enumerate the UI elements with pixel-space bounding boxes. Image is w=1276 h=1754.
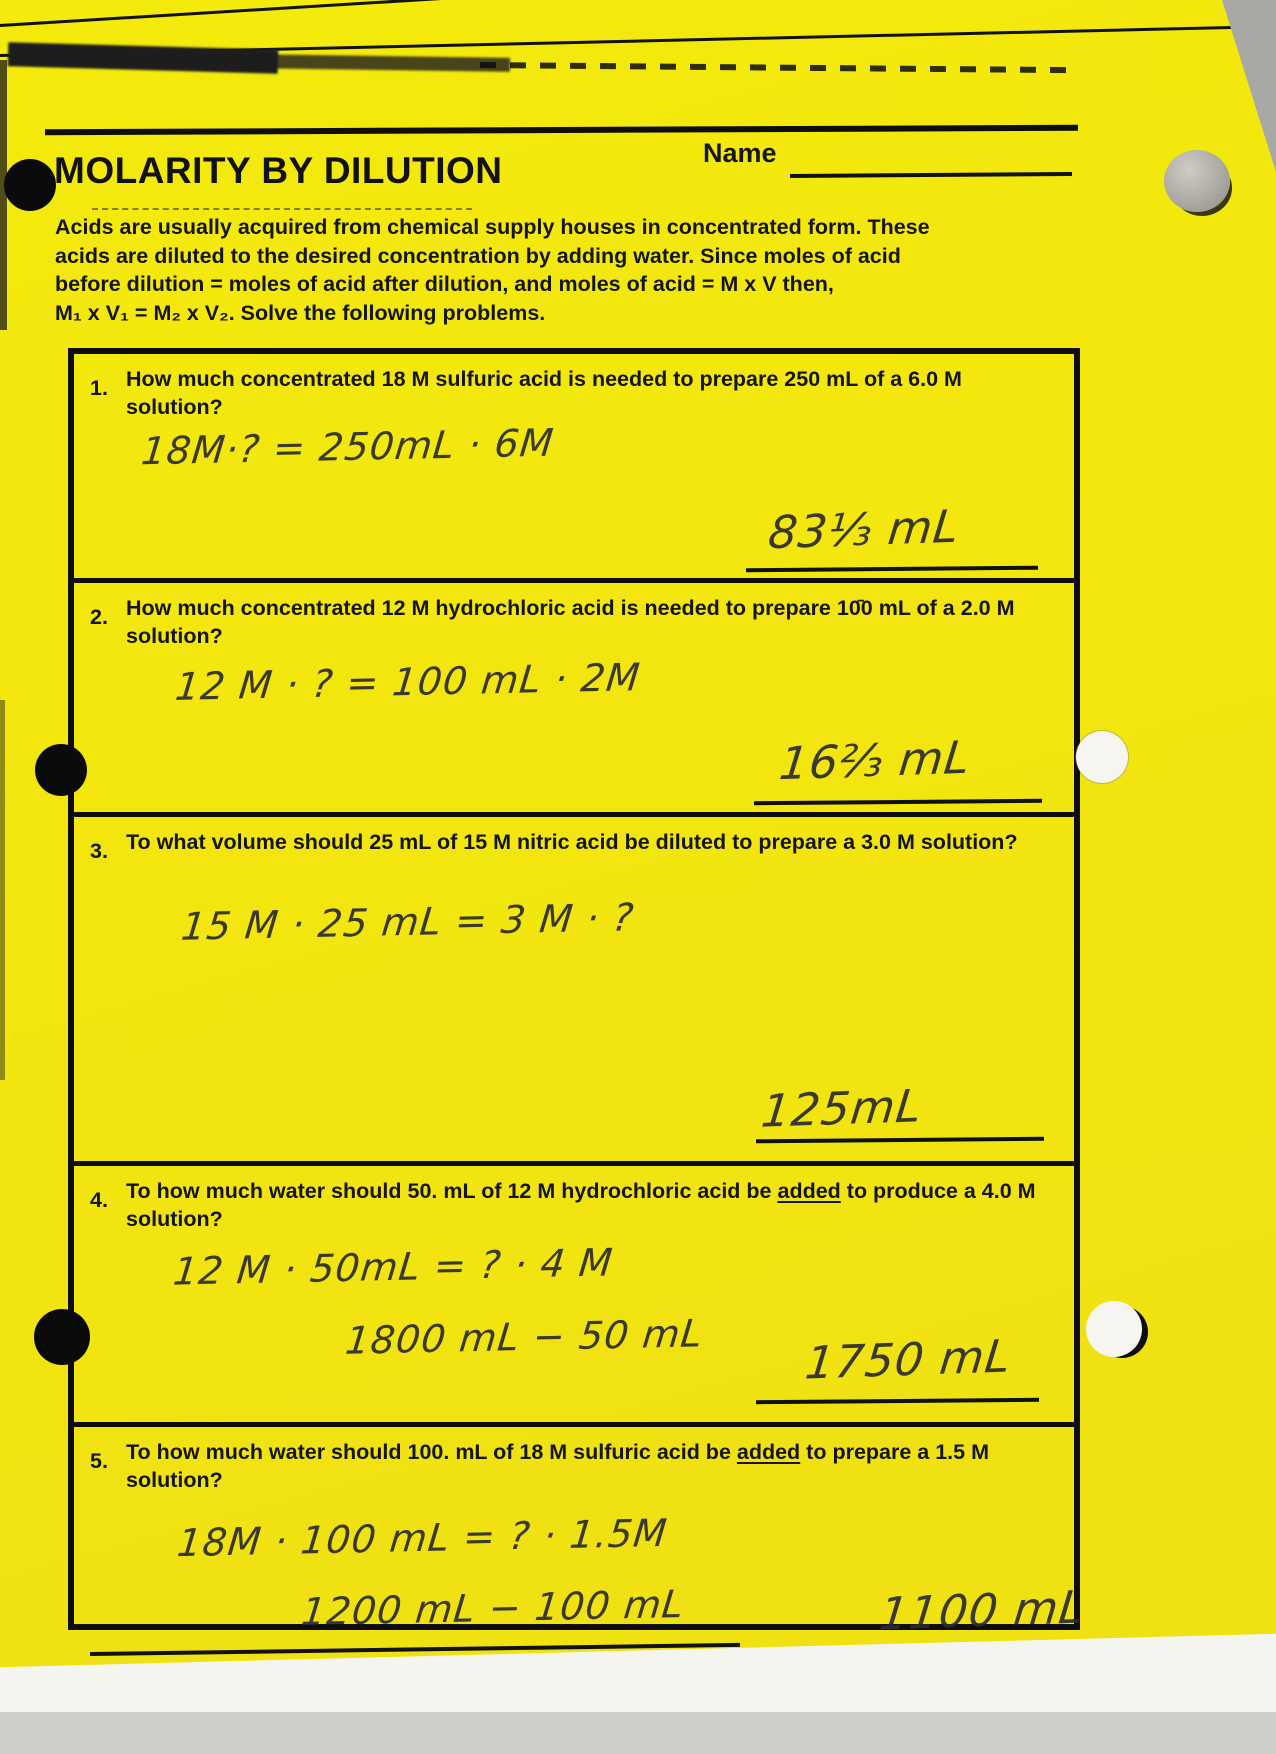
hole-punch xyxy=(1086,1301,1142,1357)
answer-line xyxy=(754,799,1042,806)
answer-line xyxy=(756,1137,1044,1144)
problem-text: To how much water should 100. mL of 18 M sulfuric acid be added to prepare a 1.5 M solution? xyxy=(126,1440,989,1492)
hole-punch xyxy=(34,1309,90,1365)
answer-line xyxy=(746,566,1038,573)
intro-line: before dilution = moles of acid after dilution, and moles of acid = M x V then, xyxy=(55,272,834,296)
scan-artifact xyxy=(8,42,279,74)
problem-text: To how much water should 50. mL of 12 M hydrochloric acid be added to produce a 4.0 M solution? xyxy=(126,1179,1036,1231)
top-rule xyxy=(45,125,1078,136)
handwritten-work: 12 M · ? = 100 mL · 2M xyxy=(173,655,643,709)
scan-artifact xyxy=(250,54,510,72)
hole-punch xyxy=(1164,150,1230,212)
problem-row-3 xyxy=(74,828,1074,1166)
scan-artifact xyxy=(480,62,1080,73)
handwritten-work: 1800 mL − 50 mL xyxy=(343,1311,706,1363)
hole-punch xyxy=(4,159,56,211)
handwritten-answer: 125mL xyxy=(758,1079,925,1138)
handwritten-answer: 1100 mL xyxy=(876,1580,1088,1641)
handwritten-work: 15 M · 25 mL = 3 M · ? xyxy=(179,895,637,949)
scan-artifact xyxy=(0,0,559,27)
handwritten-work: 18M · 100 mL = ? · 1.5M xyxy=(175,1510,670,1566)
problems-box xyxy=(68,348,1088,1641)
problem-number: 2. xyxy=(90,605,108,629)
name-label: Name xyxy=(703,138,777,168)
handwritten-answer: 83⅓ mL xyxy=(765,499,963,560)
hole-punch xyxy=(35,744,87,796)
name-blank-line xyxy=(790,172,1072,178)
handwritten-work: 1200 mL − 100 mL xyxy=(299,1582,687,1634)
intro-paragraph xyxy=(55,213,1045,327)
problem-row-2 xyxy=(74,594,1074,817)
problem-text: How much concentrated 18 M sulfuric acid is needed to prepare 250 mL of a 6.0 M solution? xyxy=(126,367,962,419)
problem-text: How much concentrated 12 M hydrochloric acid is needed to prepare 10̄0 mL of a 2.0 M solution? xyxy=(126,596,1015,648)
problem-number: 1. xyxy=(90,376,108,400)
intro-line: acids are diluted to the desired concentration by adding water. Since moles of acid xyxy=(55,243,901,268)
scan-artifact xyxy=(92,208,472,210)
scan-artifact xyxy=(0,700,5,1080)
handwritten-work: 18M·? = 250mL · 6M xyxy=(139,420,557,474)
problem-row-4 xyxy=(74,1177,1074,1427)
problem-text: To what volume should 25 mL of 15 M nitric acid be diluted to prepare a 3.0 M solution? xyxy=(126,830,1018,854)
answer-line xyxy=(756,1398,1039,1404)
problem-number: 3. xyxy=(90,839,108,863)
problem-number: 5. xyxy=(90,1449,108,1473)
problem-row-1 xyxy=(74,365,1074,583)
handwritten-answer: 1750 mL xyxy=(802,1329,1014,1390)
problem-number: 4. xyxy=(90,1188,108,1212)
intro-line: Acids are usually acquired from chemical supply houses in concentrated form. These xyxy=(55,215,930,239)
scan-background xyxy=(0,1712,1276,1754)
handwritten-answer: 16⅔ mL xyxy=(776,730,974,791)
hole-punch xyxy=(1076,731,1128,783)
page-title: MOLARITY BY DILUTION xyxy=(54,150,503,191)
intro-line: M₁ x V₁ = M₂ x V₂. Solve the following problems. xyxy=(55,300,546,325)
handwritten-work: 12 M · 50mL = ? · 4 M xyxy=(171,1240,616,1294)
